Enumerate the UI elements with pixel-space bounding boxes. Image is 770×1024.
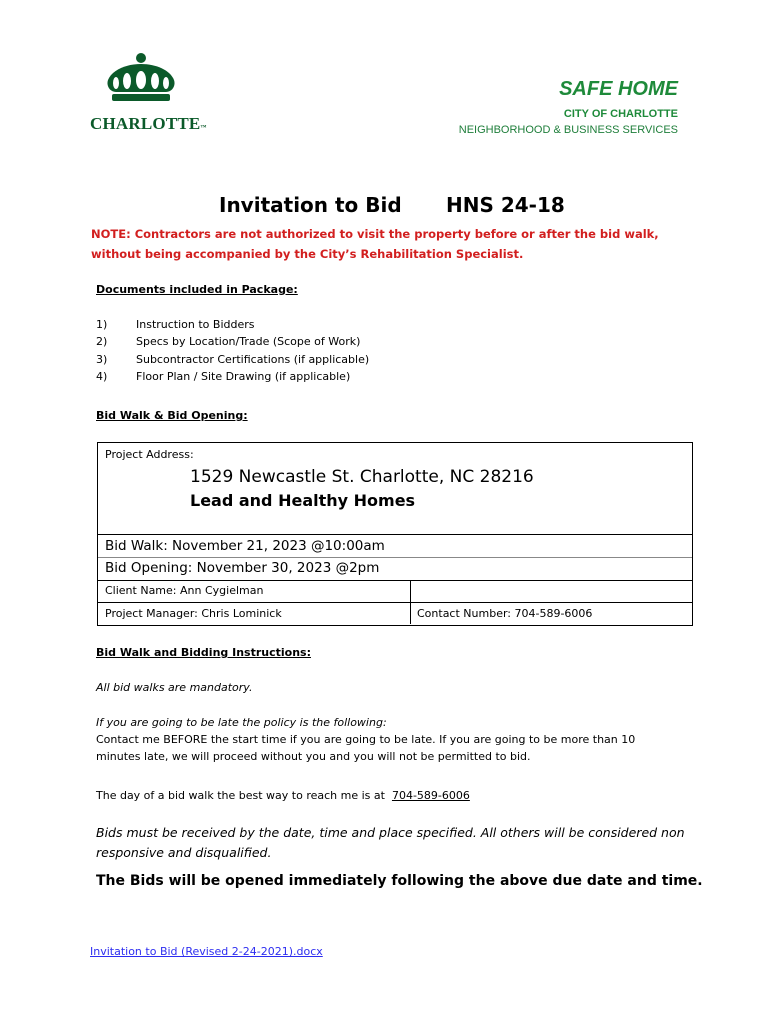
contractor-note: NOTE: Contractors are not authorized to visit the property before or after the bid walk, without being accompanied by the City’s Rehabilitation Specialist. (91, 227, 659, 261)
list-item: 1) Instruction to Bidders (96, 318, 255, 331)
column-divider (410, 580, 411, 624)
document-filename-link[interactable]: Invitation to Bid (Revised 2-24-2021).docx (90, 945, 323, 958)
mandatory-text: All bid walks are mandatory. (96, 681, 253, 694)
divider (98, 534, 692, 535)
documents-list (96, 316, 369, 385)
bid-walk-date: Bid Walk: November 21, 2023 @10:00am (105, 538, 385, 554)
late-policy-heading: If you are going to be late the policy is the following: (96, 716, 387, 729)
divider (98, 557, 692, 558)
late-policy-line1: Contact me BEFORE the start time if you are going to be late. If you are going to be more than 10 (96, 733, 636, 746)
project-program: Lead and Healthy Homes (190, 491, 416, 510)
program-title: SAFE HOME (559, 78, 678, 100)
project-manager: Project Manager: Chris Lominick (105, 607, 282, 620)
list-item: 4) Floor Plan / Site Drawing (if applicable) (96, 369, 351, 383)
instructions-heading: Bid Walk and Bidding Instructions: (96, 646, 311, 659)
logo-wordmark: CHARLOTTE™ (90, 114, 207, 133)
project-address-label: Project Address: (105, 448, 194, 461)
documents-heading: Documents included in Package: (96, 283, 298, 296)
divider (98, 602, 692, 603)
bid-number: HNS 24-18 (446, 193, 565, 217)
client-name: Client Name: Ann Cygielman (105, 584, 264, 597)
city-name: CITY OF CHARLOTTE (563, 108, 678, 120)
bids-opened-statement: The Bids will be opened immediately following the above due date and time. (96, 873, 703, 889)
department-name: NEIGHBORHOOD & BUSINESS SERVICES (458, 124, 678, 136)
document-title: Invitation to Bid (219, 193, 402, 217)
list-item: 2) Specs by Location/Trade (Scope of Work) (96, 335, 361, 349)
reach-phone: 704-589-6006 (391, 789, 470, 802)
bid-opening-date: Bid Opening: November 30, 2023 @2pm (105, 560, 380, 576)
contact-number: Contact Number: 704-589-6006 (417, 607, 593, 620)
list-item: 3) Subcontractor Certifications (if applicable) (96, 352, 370, 366)
bid-walk-heading: Bid Walk & Bid Opening: (96, 409, 248, 422)
divider (98, 580, 692, 581)
received-text: Bids must be received by the date, time and place specified. All others will be considered non responsive and disqualified. (96, 825, 685, 860)
late-policy-line2: minutes late, we will proceed without you and you will not be permitted to bid. (96, 750, 531, 763)
project-info-table (97, 442, 693, 626)
reach-text: The day of a bid walk the best way to reach me is at 704-589-6006 (96, 789, 470, 802)
project-address: 1529 Newcastle St. Charlotte, NC 28216 (190, 467, 534, 487)
crown-icon (98, 52, 184, 110)
